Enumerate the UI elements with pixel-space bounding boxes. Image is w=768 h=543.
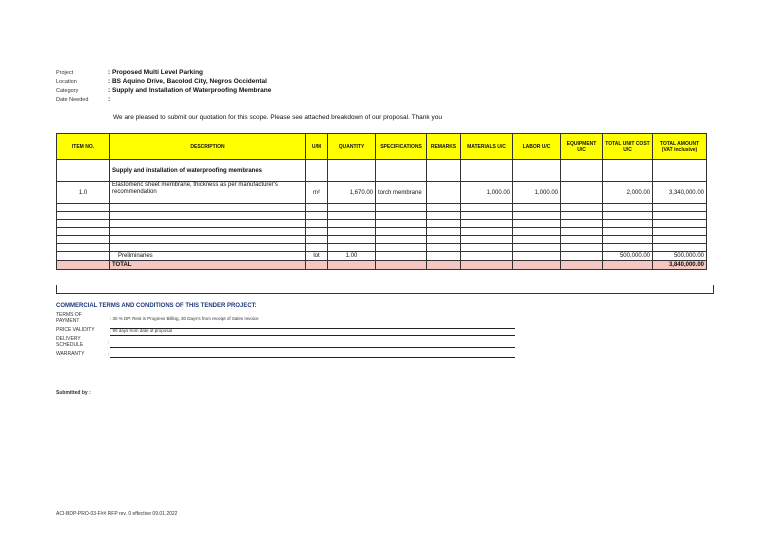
project-label: Project	[56, 70, 74, 76]
quotation-table	[56, 133, 707, 270]
item-equipment-cell	[561, 182, 603, 204]
col-item-no: ITEM NO.	[57, 134, 110, 160]
table-row	[57, 182, 707, 204]
delivery-schedule-label: DELIVERY SCHEDULE	[56, 336, 84, 348]
table-bottom-band	[56, 285, 714, 294]
category-value-text: Supply and Installation of Waterproofing Membrane	[111, 87, 272, 94]
item-total-amount-cell: 3,340,000.00	[653, 182, 707, 204]
price-validity-value: : 90 days from date of proposal	[110, 328, 173, 333]
col-total-unit-cost: TOTAL UNIT COST U/C	[603, 134, 653, 160]
warranty-label: WARRANTY	[56, 351, 85, 357]
project-value: : Proposed Multi Level Parking	[108, 69, 204, 76]
empty-row	[57, 212, 707, 220]
submitted-by-label: Submitted by :	[56, 390, 91, 396]
location-value-text: BS Aquino Drive, Bacolod City, Negros Occidental	[111, 78, 267, 85]
total-amount: 3,840,000.00	[653, 261, 707, 270]
empty-row	[57, 236, 707, 244]
terms-title: COMMERCIAL TERMS AND CONDITIONS OF THIS TENDER PROJECT:	[56, 303, 257, 309]
terms-of-payment-value: : 30 % DP. Rest is Progress Billing, 30 Days's from receipt of Sales Invoice	[110, 316, 259, 321]
item-um-cell: m²	[306, 182, 328, 204]
preliminaries-total-unit-cost: 500,000.00	[603, 252, 653, 261]
empty-row	[57, 220, 707, 228]
project-value-text: Proposed Multi Level Parking	[111, 69, 204, 76]
price-validity-label: PRICE VALIDITY	[56, 327, 95, 333]
preliminaries-um: lot	[306, 252, 328, 261]
warranty-line	[110, 357, 515, 358]
intro-text: We are pleased to submit our quotation for this scope. Please see attached breakdown of our proposal. Thank you	[113, 114, 442, 121]
date-needed-value: :	[108, 96, 111, 103]
col-remarks: REMARKS	[427, 134, 461, 160]
location-value: : BS Aquino Drive, Bacolod City, Negros Occidental	[108, 78, 267, 85]
category-value: : Supply and Installation of Waterproofing Membrane	[108, 87, 272, 94]
terms-of-payment-label: TERMS OF PAYMENT	[56, 312, 82, 324]
col-um: U/M	[306, 134, 328, 160]
total-label: TOTAL	[110, 261, 306, 270]
item-spec-cell: torch membrane	[376, 182, 427, 204]
category-label: Category	[56, 88, 79, 94]
empty-row	[57, 244, 707, 252]
item-remarks-cell	[427, 182, 461, 204]
location-label: Location	[56, 79, 77, 85]
delivery-schedule-line	[110, 347, 515, 348]
col-materials: MATERIALS U/C	[461, 134, 513, 160]
section-row	[57, 160, 707, 182]
item-no-cell: 1.0	[57, 182, 110, 204]
col-equipment: EQUIPMENT U/C	[561, 134, 603, 160]
warranty-value: :	[108, 352, 110, 357]
col-labor: LABOR U/C	[513, 134, 561, 160]
preliminaries-row	[57, 252, 707, 261]
price-validity-line	[110, 335, 515, 336]
preliminaries-quantity: 1.00	[328, 252, 376, 261]
item-quantity-cell: 1,670.00	[328, 182, 376, 204]
item-materials-cell: 1,000.00	[461, 182, 513, 204]
col-total-amount: TOTAL AMOUNT (VAT inclusive)	[653, 134, 707, 160]
section-title: Supply and installation of waterproofing membranes	[110, 160, 306, 182]
item-total-unit-cost-cell: 2,000.00	[603, 182, 653, 204]
delivery-schedule-value: :	[108, 340, 110, 345]
item-labor-cell: 1,000.00	[513, 182, 561, 204]
empty-row	[57, 204, 707, 212]
table-header-row	[57, 134, 707, 160]
preliminaries-total-amount: 500,000.00	[653, 252, 707, 261]
footer-code: ACI-BDP-PRO-03-F## RFP rev. 0 effective 09.01.2022	[56, 511, 178, 517]
col-specifications: SPECIFICATIONS	[376, 134, 427, 160]
preliminaries-description: Preliminaries	[110, 252, 306, 261]
item-description-cell: Elastomeric sheet membrane, thickness as per manufacturer's recommendation	[110, 182, 306, 204]
empty-row	[57, 228, 707, 236]
total-row	[57, 261, 707, 270]
date-needed-label: Date Needed	[56, 97, 89, 103]
col-description: DESCRIPTION	[110, 134, 306, 160]
col-quantity: QUANTITY	[328, 134, 376, 160]
